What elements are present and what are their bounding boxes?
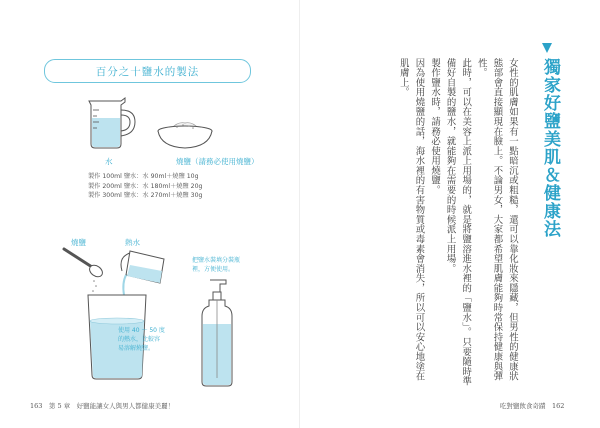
mixing-illustration [58,245,173,385]
article-title: 獨家好鹽美肌＆健康法 [540,58,560,238]
recipe-list [88,172,202,201]
recipe-line: 製作 200ml 鹽水：水 180ml＋燒鹽 20g [88,182,203,190]
water-label: 水 [105,157,113,166]
salt-note-label: 燒鹽（請務必使用燒鹽） [176,157,259,166]
body-paragraph: 製作鹽水時，請務必使用燒鹽。 [429,58,441,196]
divide-note: 把鹽水裝填分裝瓶 裡，方便使用。 [192,257,241,273]
hot-water-label: 熱水 [125,238,140,247]
body-paragraph: 女性的肌膚如果有一點暗沉或粗糙，還可以靠化妝來隱藏，但男性的健康狀態部會直接顯現在臉上。不論男女，大家都希望肌膚能夠時常保持健康與彈性。 [475,58,518,382]
pump-bottle-illustration [196,278,236,388]
salt-label: 燒鹽 [71,238,86,247]
article-body [395,58,520,388]
right-footer: 吃對鹽飲食奇蹟 162 [500,402,565,410]
title-marker-icon [540,40,554,56]
recipe-line: 製作 100ml 鹽水：水 90ml＋燒鹽 10g [88,173,199,180]
left-footer: 163 第 5 章 好鹽能讓女人與男人都健康美麗！ [30,402,175,410]
recipe-line: 製作 300ml 鹽水：水 270ml＋燒鹽 30g [88,192,203,199]
salt-bowl-illustration [155,117,215,152]
dissolve-note: 使用 40 ～ 50 度 的熱水，比較容 易溶解燒鹽。 [118,327,165,352]
section-title: 百分之十鹽水的製法 [44,59,251,83]
body-paragraph: 因為使用燒鹽的話，海水裡的有害物質或毒素會消失，所以可以安心地塗在肌膚上。 [397,58,425,382]
body-paragraph: 此時，可以在美容上派上用場的，就是將鹽溶進水裡的「鹽水」。只要隨時準備好自製的鹽水，就能夠在需要的時候派上用場。 [444,58,472,387]
measuring-cup-illustration [85,96,140,151]
